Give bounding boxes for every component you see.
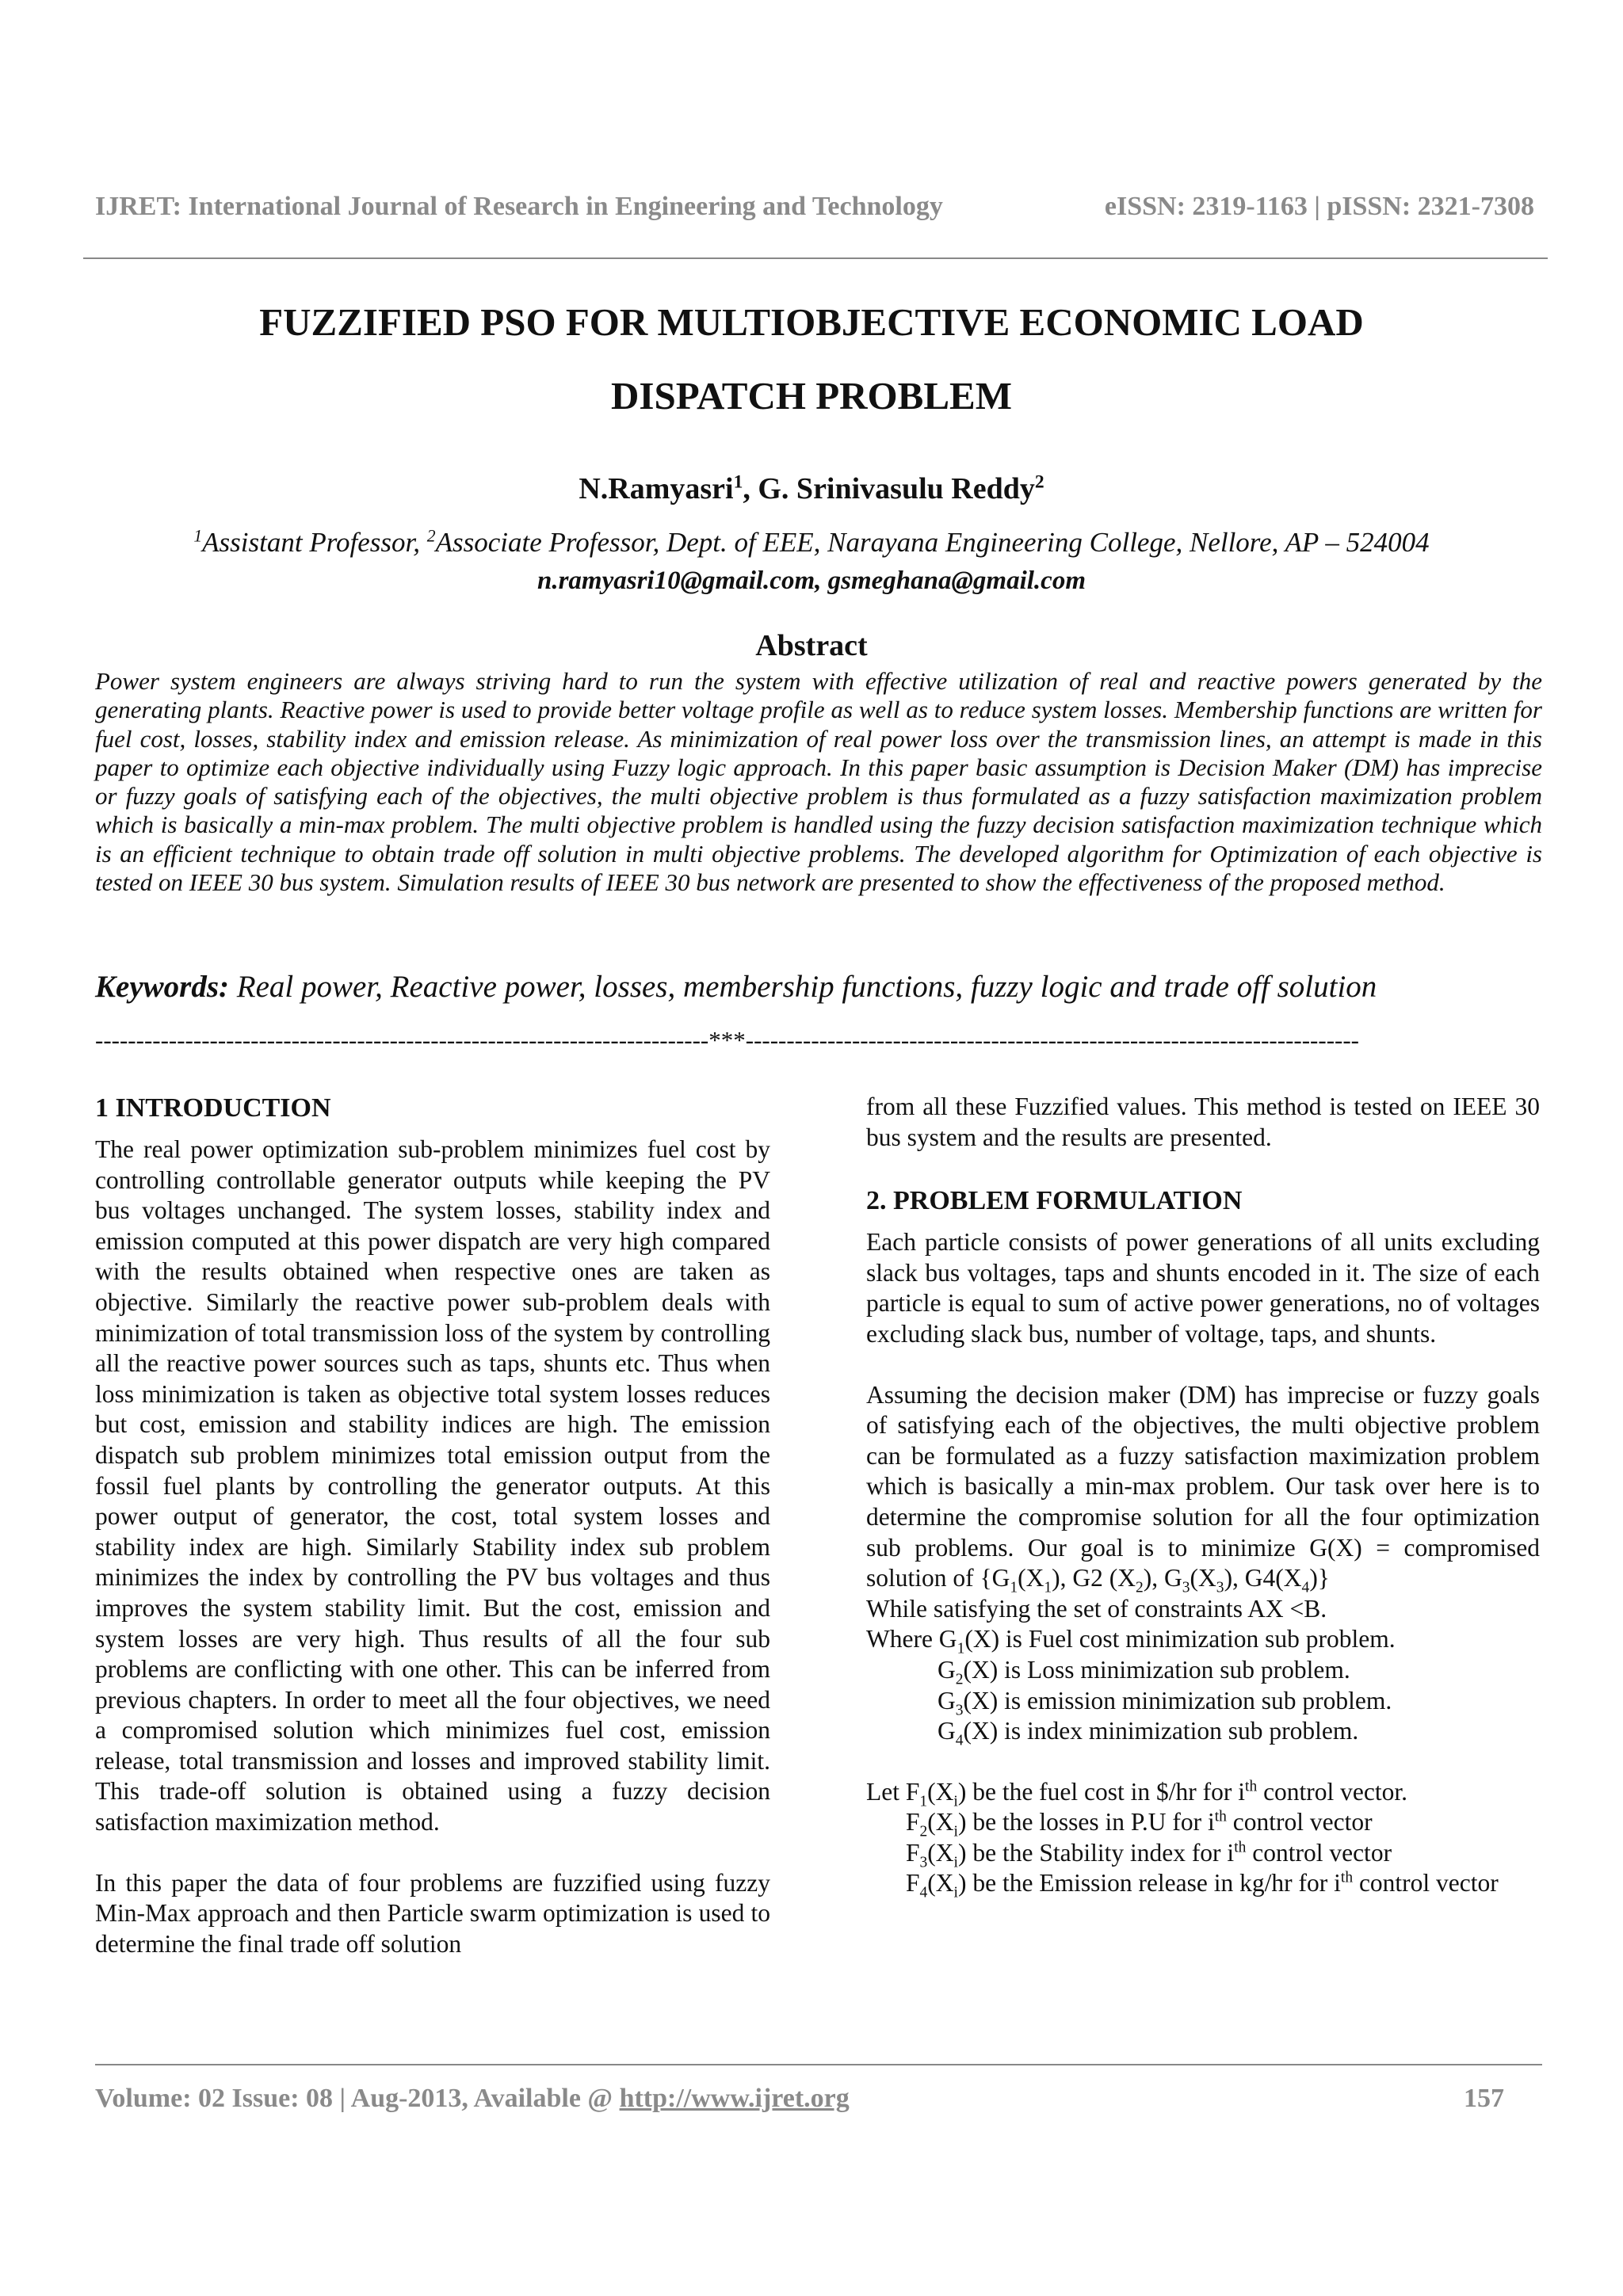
abstract-body: Power system engineers are always striving hard to run the system with effective utilization of real and reactive powers generated by the generating plants. Reactive power is used to provide better voltage profile as well as to reduce system losses. Membership functions are written for fuel cost, losses, stability index and emission release. As minimization of real power loss over the transmission lines, an attempt is made in this paper to optimize each objective individually using Fuzzy logic approach. In this paper basic assumption is Decision Maker (DM) has imprecise or fuzzy goals of satisfying each of the objectives, the multi objective problem is thus formulated as a fuzzy satisfaction maximization problem which is basically a min-max problem. The multi objective problem is handled using the fuzzy decision satisfaction maximization technique which is an efficient technique to obtain trade off solution in multi objective problems. The developed algorithm for Optimization of each objective is tested on IEEE 30 bus system. Simulation results of IEEE 30 bus network are presented to show the effectiveness of the proposed method. xyxy=(95,667,1542,897)
abstract-heading: Abstract xyxy=(755,629,868,662)
affil-role-2: Associate Professor, Dept. of EEE, Narayana Engineering College, Nellore, AP – 524004 xyxy=(435,527,1430,558)
left-column xyxy=(95,1093,770,1959)
f-definition-4: $F_4(X_i)$ be the Emission release in kg/hr for $i^{th}$ control vector xyxy=(906,1869,1499,1901)
author-1-affil-mark: 1 xyxy=(733,471,743,493)
right-column xyxy=(866,1092,1540,1899)
author-1: N.Ramyasri xyxy=(579,472,734,505)
problem-formulation-heading: 2. PROBLEM FORMULATION xyxy=(866,1186,1243,1216)
affiliation xyxy=(95,527,1528,559)
f-definition-3: $F_3(X_i)$ be the Stability index for $i^{th}$ control vector xyxy=(906,1838,1392,1871)
paper-title-line-1: FUZZIFIED PSO FOR MULTIOBJECTIVE ECONOMIC LOAD xyxy=(259,300,1364,344)
intro-paragraph-2: In this paper the data of four problems are fuzzified using fuzzy Min-Max approach and then Particle swarm optimization is used to determine the final trade off solution xyxy=(95,1868,770,1958)
intro-continuation: from all these Fuzzified values. This method is tested on IEEE 30 bus system and the results are presented. xyxy=(866,1093,1540,1151)
affil-mark-1: 1 xyxy=(193,526,203,546)
author-2-affil-mark: 2 xyxy=(1034,471,1044,493)
constraints-line: While satisfying the set of constraints AX <B. xyxy=(866,1594,1327,1623)
g-definition-2: $G_2(X)$ is Loss minimization sub problem. xyxy=(938,1655,1350,1688)
running-header-journal: IJRET: International Journal of Research in Engineering and Technology xyxy=(95,192,943,221)
paper-title xyxy=(95,285,1528,433)
paper-title-line-2: DISPATCH PROBLEM xyxy=(611,374,1012,418)
journal-website-link[interactable]: http://www.ijret.org xyxy=(619,2084,850,2113)
header-divider xyxy=(83,257,1548,259)
affil-role-1: Assistant Professor, xyxy=(202,527,427,558)
footer-divider xyxy=(95,2064,1542,2065)
g-definition-1: Where $G_1(X)$ is Fuel cost minimization sub problem. xyxy=(866,1625,1396,1657)
author-list xyxy=(95,471,1528,506)
problem-paragraph-2: Assuming the decision maker (DM) has imprecise or fuzzy goals of satisfying each of the objectives, the multi objective problem can be formulated as a fuzzy satisfaction maximization problem which is basically a min-max problem. Our task over here is to determine the compromise solution for all the four optimization sub problems. Our goal is to minimize G(X) = compromised solution of {$G_1(X_1)$, G2 $(X_2)$, $G_3(X_3)$, $G4(X_4)$} xyxy=(866,1380,1540,1596)
intro-heading: 1 INTRODUCTION xyxy=(95,1093,331,1123)
footer-volume-text: Volume: 02 Issue: 08 | Aug-2013, Available @ xyxy=(95,2084,620,2113)
section-separator: ---------------------------------------------------------------------------***--------------------------------------------------------------------------- xyxy=(95,1026,1359,1054)
author-emails: n.ramyasri10@gmail.com, gsmeghana@gmail.com xyxy=(537,566,1086,595)
running-header-issn: eISSN: 2319-1163 | pISSN: 2321-7308 xyxy=(1104,192,1534,221)
keywords-label: Keywords: xyxy=(95,970,229,1004)
intro-paragraph-1: The real power optimization sub-problem minimizes fuel cost by controlling controllable generator outputs while keeping the PV bus voltages unchanged. The system losses, stability index and emission computed at this power dispatch are very high compared with the results obtained when respective ones are taken as objective. Similarly the reactive power sub-problem deals with minimization of total transmission loss of the system by controlling all the reactive power sources such as taps, shunts etc. Thus when loss minimization is taken as objective total system losses reduces but cost, emission and stability indices are high. The emission dispatch sub problem minimizes total emission output from the fossil fuel plants by controlling the generator outputs. At this power output of generator, the cost, total system losses and stability index are high. Similarly Stability index sub problem minimizes the index by controlling the PV bus voltages and thus improves the system stability limit. But the cost, emission and system losses are very high. Thus results of all the four sub problems are conflicting with one other. This can be inferred from previous chapters. In order to meet all the four objectives, we need a compromised solution which minimizes fuel cost, emission release, total transmission and losses and improved stability limit. This trade-off solution is obtained using a fuzzy decision satisfaction maximization method. xyxy=(95,1135,770,1836)
f-definition-2: $F_2(X_i)$ be the losses in P.U for $i^{th}$ control vector xyxy=(906,1808,1373,1840)
footer-volume-info xyxy=(95,2084,850,2114)
keywords-text: Real power, Reactive power, losses, membership functions, fuzzy logic and trade off solution xyxy=(229,970,1377,1004)
page-number: 157 xyxy=(1464,2084,1504,2113)
author-separator: , xyxy=(743,472,758,505)
problem-paragraph-1: Each particle consists of power generations of all units excluding slack bus voltages, taps and shunts encoded in it. The size of each particle is equal to sum of active power generations, no of voltages excluding slack bus, number of voltage, taps, and shunts. xyxy=(866,1228,1540,1348)
keywords xyxy=(95,969,1542,1005)
affil-mark-2: 2 xyxy=(426,526,436,546)
author-2: G. Srinivasulu Reddy xyxy=(758,472,1035,505)
g-definition-3: $G_3(X)$ is emission minimization sub problem. xyxy=(938,1686,1392,1718)
f-definition-1: Let $F_1(X_i)$ be the fuel cost in $/hr for $i^{th}$ control vector. xyxy=(866,1777,1408,1810)
g-definition-4: $G_4(X)$ is index minimization sub problem. xyxy=(938,1717,1359,1749)
